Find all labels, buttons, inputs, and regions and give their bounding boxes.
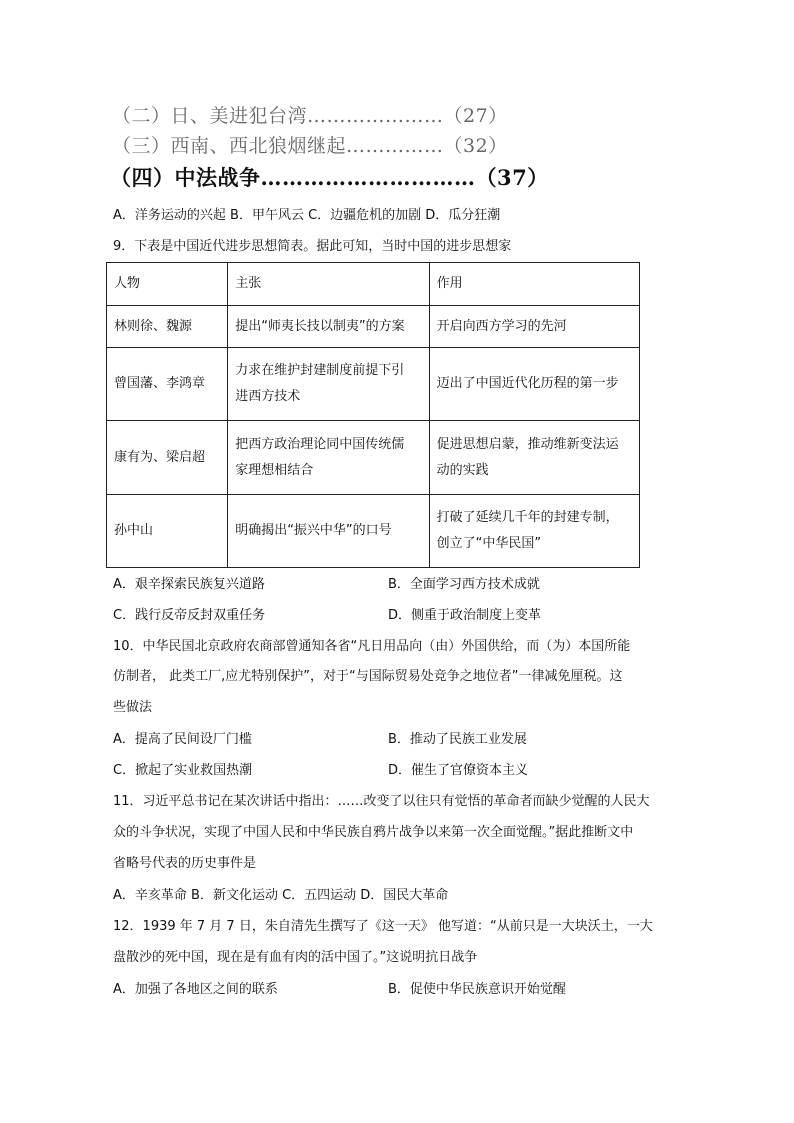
toc-line-3: （三）西南、西北狼烟继起……………（32）: [112, 135, 508, 157]
header-person: 人物: [107, 263, 228, 306]
cell-effect: 打破了延续几千年的封建专制， 创立了“中华民国”: [429, 495, 639, 568]
table-row: [107, 348, 640, 421]
q9-option-b: B．全面学习西方技术成就: [388, 577, 540, 592]
q10-option-b: B．推动了民族工业发展: [388, 732, 527, 747]
q10-stem-line-3: 些做法: [113, 700, 153, 715]
q11-stem-line-3: 省略号代表的历史事件是: [113, 856, 257, 871]
q12-option-a: A．加强了各地区之间的联系: [113, 982, 278, 997]
table-row: [107, 306, 640, 348]
thinkers-table: [106, 262, 640, 568]
q10-option-c: C．掀起了实业救国热潮: [113, 763, 253, 778]
cell-idea: 把西方政治理论同中国传统儒 家理想相结合: [228, 421, 429, 495]
cell-idea: 提出“师夷长技以制夷”的方案: [228, 306, 429, 348]
q10-stem-line-2: 仿制者， 此类工厂,应尤特别保护”，对于“与国际贸易处竞争之地位者”一律减免厘税。这: [113, 669, 623, 684]
cell-person: 曾国藩、李鸿章: [107, 348, 228, 421]
cell-person: 康有为、梁启超: [107, 421, 228, 495]
cell-person: 林则徐、魏源: [107, 306, 228, 348]
q9-option-c: C．践行反帝反封双重任务: [113, 608, 266, 623]
header-effect: 作用: [429, 263, 639, 306]
q12-stem-line-1: 12．1939 年 7 月 7 日，朱自清先生撰写了《这一天》 他写道：“从前只是一大块沃土，一大: [113, 919, 653, 934]
q10-option-a: A．提高了民间设厂门槛: [113, 732, 252, 747]
q10-option-d: D．催生了官僚资本主义: [388, 763, 529, 778]
q8-options: A．洋务运动的兴起 B．甲午风云 C．边疆危机的加剧 D．瓜分狂潮: [113, 208, 501, 223]
q10-stem-line-1: 10．中华民国北京政府农商部曾通知各省“凡日用品向（由）外国供给，而（为）本国所能: [113, 639, 631, 654]
q11-stem-line-1: 11．习近平总书记在某次讲话中指出：……改变了以往只有觉悟的革命者而缺少觉醒的人民大: [113, 794, 650, 809]
cell-effect: 促进思想启蒙，推动维新变法运 动的实践: [429, 421, 639, 495]
q9-option-d: D．侧重于政治制度上变革: [388, 608, 542, 623]
q9-stem: 9．下表是中国近代进步思想简表。据此可知，当时中国的进步思想家: [113, 239, 512, 254]
header-idea: 主张: [228, 263, 429, 306]
table-row: [107, 495, 640, 568]
table-header-row: [107, 263, 640, 306]
toc-line-2: （二）日、美进犯台湾…………………（27）: [112, 105, 508, 127]
cell-idea: 明确揭出“振兴中华”的口号: [228, 495, 429, 568]
table-row: [107, 421, 640, 495]
cell-idea: 力求在维护封建制度前提下引 进西方技术: [228, 348, 429, 421]
q11-stem-line-2: 众的斗争状况，实现了中国人民和中华民族自鸦片战争以来第一次全面觉醒。”据此推断文中: [113, 825, 634, 840]
cell-effect: 迈出了中国近代化历程的第一步: [429, 348, 639, 421]
q12-stem-line-2: 盘散沙的死中国，现在是有血有肉的活中国了。”这说明抗日战争: [113, 950, 478, 965]
q9-option-a: A．艰辛探索民族复兴道路: [113, 577, 265, 592]
cell-person: 孙中山: [107, 495, 228, 568]
toc-line-4: （四）中法战争…………………………（37）: [110, 165, 549, 190]
q11-options: A．辛亥革命 B．新文化运动 C．五四运动 D．国民大革命: [113, 888, 449, 903]
q12-option-b: B．促使中华民族意识开始觉醒: [388, 982, 566, 997]
cell-effect: 开启向西方学习的先河: [429, 306, 639, 348]
